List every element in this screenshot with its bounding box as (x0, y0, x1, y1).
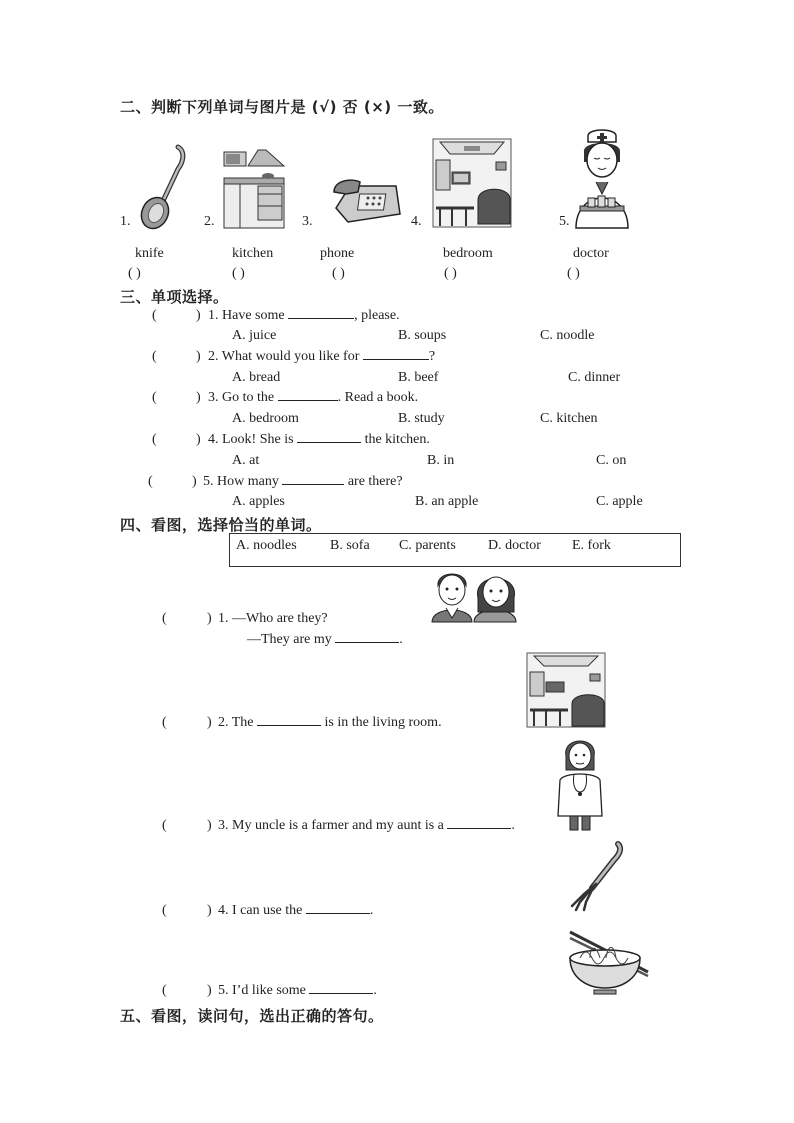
item-word: phone (320, 246, 355, 261)
option-b: B. soups (398, 328, 447, 343)
answer-paren-close: ) (207, 611, 212, 626)
answer-paren[interactable]: ( ) (128, 266, 141, 281)
answer-blank[interactable] (306, 912, 370, 914)
option-c: C. dinner (568, 370, 621, 385)
answer-paren[interactable]: ( (152, 308, 157, 323)
item-word: bedroom (443, 246, 493, 261)
kitchen-icon (222, 148, 286, 230)
item-number: 1. (120, 214, 131, 229)
item-word: kitchen (232, 246, 274, 261)
item-word: doctor (573, 246, 609, 261)
answer-paren[interactable]: ( ) (332, 266, 345, 281)
question-row (218, 715, 442, 731)
spoon-icon (138, 143, 188, 233)
section-4-title: 四、看图，选择恰当的单词。 (120, 516, 322, 534)
answer-paren[interactable]: ( (162, 818, 167, 833)
noodles-icon (566, 926, 650, 996)
question-row (208, 349, 435, 365)
question-text: . Read a book. (337, 390, 419, 405)
item-word: knife (135, 246, 164, 261)
question-row (218, 903, 373, 919)
option-b: B. an apple (415, 494, 479, 509)
question-row (208, 432, 430, 448)
parents-icon (428, 568, 520, 622)
answer-blank[interactable] (288, 317, 354, 319)
answer-paren[interactable]: ( (152, 390, 157, 405)
item-number: 3. (302, 214, 313, 229)
answer-paren-close: ) (196, 308, 201, 323)
question-text: . (399, 632, 403, 647)
doctor-icon (554, 736, 606, 832)
word-option: E. fork (572, 538, 611, 553)
question-text: 3. Go to the (208, 390, 275, 405)
question-row (247, 632, 403, 648)
option-a: A. bedroom (232, 411, 299, 426)
answer-paren[interactable]: ( (162, 611, 167, 626)
answer-paren-close: ) (196, 390, 201, 405)
answer-blank[interactable] (282, 483, 344, 485)
question-text: ? (428, 349, 436, 364)
answer-paren[interactable]: ( (152, 349, 157, 364)
section-3-title: 三、单项选择。 (120, 288, 229, 306)
item-number: 2. (204, 214, 215, 229)
option-a: A. apples (232, 494, 285, 509)
question-row (208, 390, 418, 406)
answer-blank[interactable] (278, 399, 338, 401)
section-2-title: 二、判断下列单词与图片是 (√) 否 (×) 一致。 (120, 98, 444, 116)
question-text: . (369, 903, 374, 918)
item-number: 4. (411, 214, 422, 229)
word-option: A. noodles (236, 538, 297, 553)
option-c: C. kitchen (540, 411, 598, 426)
answer-paren[interactable]: ( (148, 474, 153, 489)
answer-paren-close: ) (207, 983, 212, 998)
answer-paren-close: ) (207, 818, 212, 833)
question-text: 5. I’d like some (218, 983, 306, 998)
option-a: A. juice (232, 328, 277, 343)
question-text: . (511, 818, 515, 833)
answer-blank[interactable] (257, 724, 321, 726)
question-text: are there? (347, 474, 403, 489)
option-b: B. in (427, 453, 455, 468)
answer-paren-close: ) (207, 903, 212, 918)
living-room-icon (432, 138, 512, 228)
answer-paren[interactable]: ( (162, 903, 167, 918)
answer-paren-close: ) (207, 715, 212, 730)
question-text: 4. Look! She is (208, 432, 294, 447)
question-text: 3. My uncle is a farmer and my aunt is a (218, 818, 444, 833)
option-c: C. noodle (540, 328, 595, 343)
question-row (218, 818, 515, 834)
question-row (218, 983, 377, 999)
answer-paren-close: ) (196, 349, 201, 364)
answer-paren-close: ) (192, 474, 197, 489)
question-text: —They are my (247, 632, 332, 647)
question-text: 2. The (218, 715, 254, 730)
question-text: . (373, 983, 377, 998)
question-row (208, 308, 400, 324)
answer-paren[interactable]: ( (162, 983, 167, 998)
option-a: A. bread (232, 370, 281, 385)
answer-blank[interactable] (447, 827, 511, 829)
question-text: 5. How many (203, 474, 279, 489)
answer-blank[interactable] (309, 992, 373, 994)
answer-blank[interactable] (297, 441, 361, 443)
word-option: D. doctor (488, 538, 541, 553)
answer-blank[interactable] (363, 358, 429, 360)
word-option: C. parents (399, 538, 456, 553)
answer-paren-close: ) (196, 432, 201, 447)
section-5-title: 五、看图，读问句，选出正确的答句。 (120, 1007, 384, 1025)
option-a: A. at (232, 453, 260, 468)
option-c: C. apple (596, 494, 643, 509)
question-text: 1. —Who are they? (218, 611, 328, 626)
living-room-icon (526, 652, 606, 728)
word-option: B. sofa (330, 538, 370, 553)
option-b: B. study (398, 411, 445, 426)
option-c: C. on (596, 453, 627, 468)
answer-paren[interactable]: ( ) (232, 266, 245, 281)
answer-blank[interactable] (335, 641, 399, 643)
question-text: is in the living room. (324, 715, 442, 730)
question-text: , please. (354, 308, 400, 323)
answer-paren[interactable]: ( (152, 432, 157, 447)
option-b: B. beef (398, 370, 439, 385)
question-text: the kitchen. (364, 432, 430, 447)
question-text: 4. I can use the (218, 903, 303, 918)
question-text: 1. Have some (208, 308, 285, 323)
fork-icon (566, 840, 624, 912)
item-number: 5. (559, 214, 570, 229)
telephone-icon (330, 178, 402, 224)
answer-paren[interactable]: ( ) (567, 266, 580, 281)
answer-paren[interactable]: ( (162, 715, 167, 730)
question-text: 2. What would you like for (208, 349, 360, 364)
answer-paren[interactable]: ( ) (444, 266, 457, 281)
question-row (203, 474, 403, 490)
nurse-icon (570, 128, 634, 232)
